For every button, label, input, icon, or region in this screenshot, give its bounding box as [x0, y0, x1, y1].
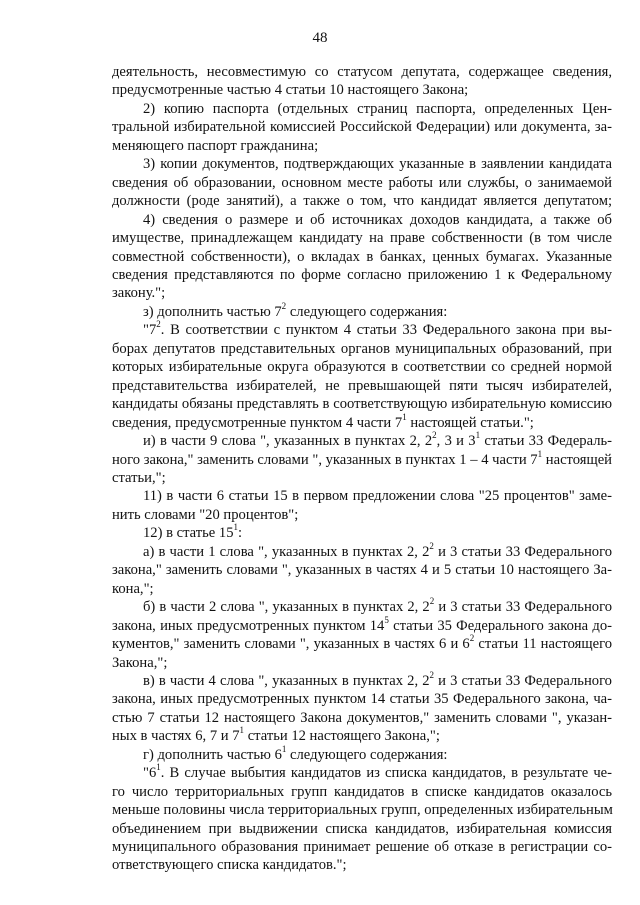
- text-segment: . В соответствии с пунктом 4 статьи 33 Федерального закона при вы-: [160, 322, 612, 339]
- text-segment: ного закона," заменить словами ", указанных в пунктах 1 – 4 части 7: [112, 451, 538, 468]
- text-line: [112, 448, 612, 469]
- text-line: [112, 377, 612, 395]
- text-line: [112, 783, 612, 801]
- text-segment: и 3 статьи 33 Федерального: [434, 672, 612, 689]
- superscript: 2: [429, 596, 435, 607]
- superscript: 2: [429, 540, 434, 551]
- text-segment: Закона,";: [112, 654, 168, 671]
- text-segment: кона,";: [112, 580, 154, 597]
- text-line: [112, 284, 612, 302]
- text-line: [112, 540, 612, 561]
- text-line: [112, 248, 612, 266]
- text-line: [112, 524, 612, 542]
- text-line: [112, 432, 612, 450]
- text-line: [112, 561, 612, 579]
- superscript: 2: [281, 301, 287, 312]
- text-line: [112, 192, 612, 210]
- text-line: [112, 672, 612, 690]
- text-line: [112, 743, 612, 764]
- text-segment: статьи 33 Федераль-: [480, 433, 612, 450]
- text-line: [112, 63, 612, 81]
- text-line: [112, 727, 612, 745]
- text-line: [112, 155, 612, 173]
- text-segment: и 3 статьи 33 Федерального: [434, 599, 612, 616]
- text-line: [112, 820, 612, 838]
- text-line: [112, 690, 612, 708]
- text-segment: го число территориальных групп кандидатов в списке кандидатов оказалось: [112, 783, 612, 800]
- text-line: [112, 487, 612, 505]
- text-segment: "6: [143, 765, 157, 782]
- text-segment: сведения об образовании, основном месте работы или службы, о занимаемой: [112, 174, 612, 191]
- text-segment: стью 7 статьи 12 настоящего Закона документов," заменить словами ", указан-: [112, 709, 612, 726]
- superscript: 1: [402, 411, 407, 422]
- text-line: [112, 856, 612, 874]
- text-segment: следующего содержания:: [286, 303, 448, 320]
- text-segment: сведения, предусмотренные пунктом 4 части 7: [112, 414, 403, 431]
- text-line: [112, 211, 612, 229]
- text-segment: совместной собственности), о вкладах в банках, ценных бумагах. Указанные: [112, 248, 612, 265]
- text-segment: закона, иных предусмотренных пунктом 14: [112, 617, 385, 634]
- text-segment: имуществе, принадлежащем кандидату на праве собственности (в том числе: [112, 230, 612, 247]
- text-line: [112, 303, 612, 321]
- text-line: [112, 580, 612, 598]
- text-segment: "7: [143, 322, 157, 339]
- text-segment: деятельность, несовместимую со статусом депутата, содержащее сведения,: [112, 64, 612, 80]
- text-segment: ответствующего списка кандидатов.";: [112, 857, 347, 874]
- text-segment: должности (роде занятий), а также о том, что кандидат является депутатом;: [112, 193, 612, 210]
- text-line: [112, 358, 612, 376]
- text-segment: закона," заменить словами ", указанных в частях 4 и 5 статьи 10 настоящего За-: [112, 562, 612, 579]
- text-line: [112, 174, 612, 192]
- superscript: 1: [475, 430, 481, 441]
- text-line: [112, 598, 612, 616]
- text-line: [112, 614, 612, 635]
- text-segment: сведения представляются по форме согласно приложению 1 к Федеральному: [112, 266, 612, 283]
- text-line: [112, 321, 612, 339]
- text-line: [112, 469, 612, 487]
- text-segment: в) в части 4 слова ", указанных в пунктах 2, 2: [143, 672, 430, 689]
- text-segment: а) в части 1 слова ", указанных в пунктах 2, 2: [143, 543, 430, 560]
- text-segment: б) в части 2 слова ", указанных в пунктах 2, 2: [143, 599, 430, 616]
- text-segment: закону.";: [112, 285, 166, 302]
- superscript: 5: [384, 614, 389, 625]
- superscript: 1: [156, 762, 161, 773]
- text-segment: 4) сведения о размере и об источниках доходов кандидата, а также об: [143, 211, 612, 228]
- superscript: 2: [432, 430, 437, 441]
- text-line: [112, 340, 612, 358]
- text-line: [112, 654, 612, 672]
- text-segment: статьи 35 Федерального закона до-: [388, 617, 612, 634]
- text-line: [112, 229, 612, 247]
- superscript: 1: [537, 448, 543, 459]
- text-line: [112, 81, 612, 99]
- text-segment: 2) копию паспорта (отдельных страниц паспорта, определенных Цен-: [143, 100, 612, 117]
- text-segment: статьи 12 настоящего Закона,";: [244, 728, 440, 745]
- text-segment: тральной избирательной комиссией Российской Федерации) или документа, за-: [112, 119, 612, 136]
- text-line: [112, 411, 612, 432]
- text-segment: , 3 и 3: [436, 433, 476, 450]
- superscript: 1: [239, 725, 245, 736]
- text-segment: закона, иных предусмотренных пунктом 14 статьи 35 Федерального закона, ча-: [112, 691, 612, 708]
- text-segment: . В случае выбытия кандидатов из списка кандидатов, в результате че-: [160, 765, 612, 782]
- superscript: 2: [156, 319, 161, 330]
- text-segment: :: [238, 525, 243, 542]
- superscript: 1: [281, 743, 287, 754]
- text-segment: и 3 статьи 33 Федерального: [433, 543, 612, 560]
- page-number: 48: [312, 30, 328, 46]
- text-line: [112, 395, 612, 413]
- text-segment: 12) в статье 15: [143, 525, 234, 542]
- text-segment: кументов," заменить словами ", указанных в частях 6 и 6: [112, 636, 470, 653]
- text-segment: настоящей: [542, 451, 612, 468]
- text-segment: з) дополнить частью 7: [143, 303, 282, 320]
- text-segment: статьи,";: [112, 469, 166, 486]
- text-segment: 11) в части 6 статьи 15 в первом предложении слова "25 процентов" заме-: [143, 488, 612, 505]
- text-segment: кандидаты обязаны представлять в соответствующую избирательную комиссию: [112, 396, 612, 413]
- text-line: [112, 137, 612, 155]
- text-segment: статьи 11 настоящего: [474, 636, 612, 653]
- text-segment: предусмотренные частью 4 статьи 10 настоящего Закона;: [112, 82, 469, 99]
- text-line: [112, 709, 612, 727]
- text-segment: меньше половины числа территориальных групп, определенных избирательным: [112, 802, 613, 819]
- text-segment: борах депутатов представительных органов муниципальных образований, при: [112, 340, 612, 357]
- text-segment: г) дополнить частью 6: [143, 746, 282, 763]
- text-segment: и) в части 9 слова ", указанных в пунктах 2, 2: [143, 433, 433, 450]
- text-segment: представительства избирателей, не превышающей пяти тысяч избирателей,: [112, 377, 612, 394]
- text-line: [112, 100, 612, 118]
- text-segment: 3) копии документов, подтверждающих указанные в заявлении кандидата: [143, 156, 612, 173]
- text-segment: ных в частях 6, 7 и 7: [112, 728, 240, 745]
- text-line: [112, 506, 612, 524]
- text-line: [112, 838, 612, 856]
- text-segment: меняющего паспорт гражданина;: [112, 137, 319, 154]
- text-line: [112, 764, 612, 782]
- text-segment: которых избирательные округа образуются в соответствии со средней нормой: [112, 359, 612, 376]
- text-line: [112, 118, 612, 136]
- superscript: 2: [469, 633, 475, 644]
- text-segment: настоящей статьи.";: [406, 414, 534, 431]
- text-segment: следующего содержания:: [286, 746, 448, 763]
- text-segment: объединением при выдвижении списка кандидатов, избирательная комиссия: [112, 820, 612, 837]
- body-text: [112, 63, 612, 875]
- text-segment: нить словами "20 процентов";: [112, 506, 299, 523]
- superscript: 1: [233, 522, 239, 533]
- text-segment: муниципального образования принимает решение об отказе в регистрации со-: [112, 839, 612, 856]
- text-line: [112, 801, 612, 819]
- superscript: 2: [429, 670, 435, 681]
- text-line: [112, 266, 612, 284]
- text-line: [112, 635, 612, 653]
